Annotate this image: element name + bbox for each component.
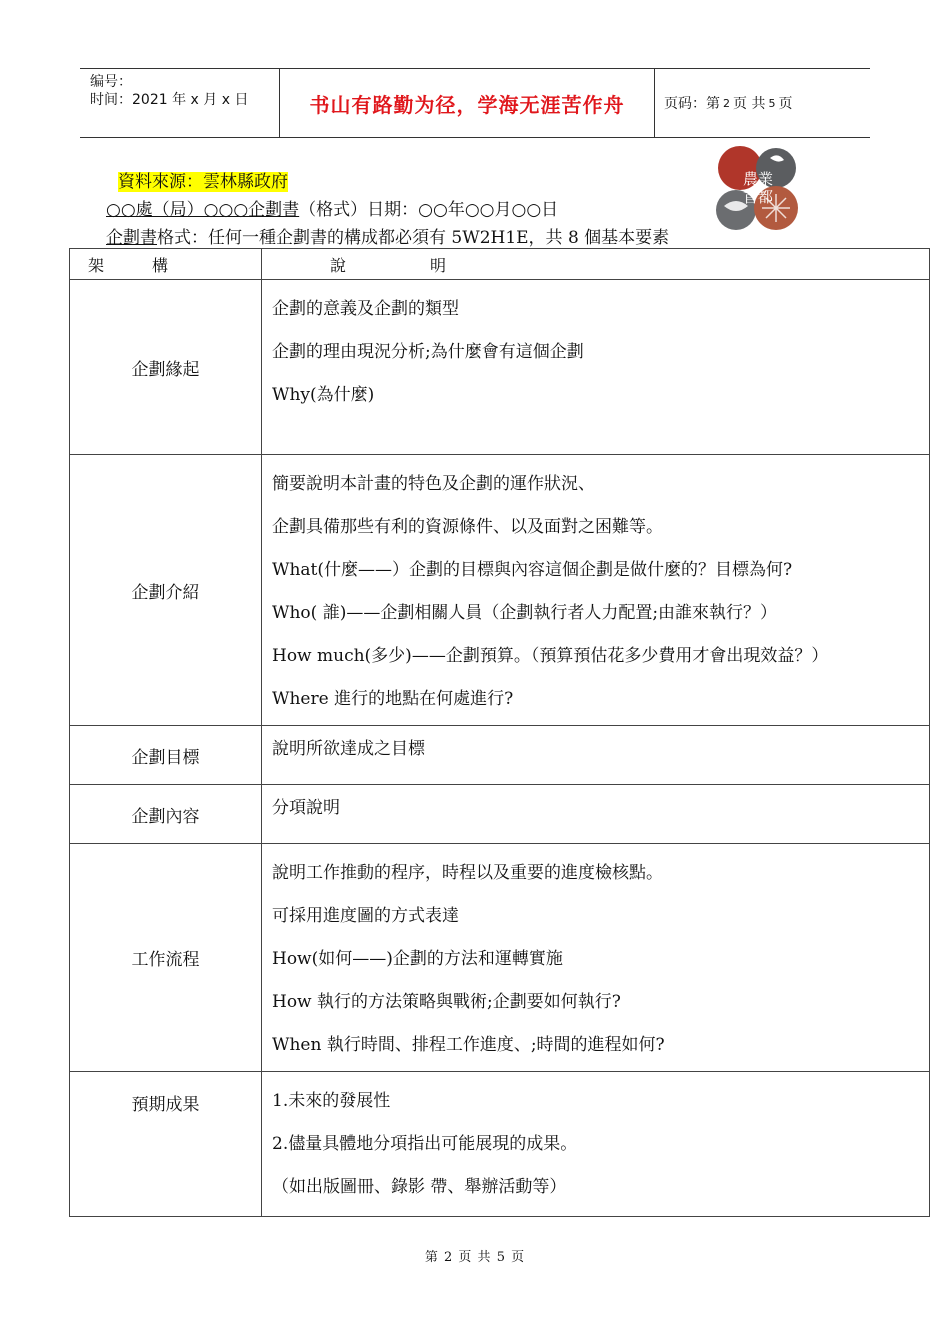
footer-mid: 页 共 [458, 1250, 492, 1265]
source-line [118, 167, 288, 192]
plan-format-rest: 格式：任何一種企劃書的構成都必須有 5W2H1E，共 8 個基本要素 [157, 228, 670, 248]
description-line: How 執行的方法策略與戰術;企劃要如何執行? [272, 992, 621, 1012]
header-structure-b: 構 [152, 255, 169, 275]
page-total: 5 [768, 96, 776, 110]
description-line: Who( 誰)——企劃相關人員（企劃執行者人力配置;由誰來執行？） [272, 603, 778, 623]
description-line: 說明工作推動的程序，時程以及重要的進度檢核點。 [272, 863, 663, 883]
description-line: 說明所欲達成之目標 [272, 739, 425, 759]
header-motto: 书山有路勤为径，学海无涯苦作舟 [280, 69, 655, 137]
table-header-row [70, 249, 930, 280]
description-line: 企劃的理由現況分析;為什麼會有這個企劃 [272, 342, 584, 362]
footer-suffix: 页 [511, 1250, 526, 1265]
description-line: What(什麼——）企劃的目標與內容這個企劃是做什麼的？目標為何? [272, 560, 793, 580]
table-row [70, 785, 930, 844]
footer-prefix: 第 [424, 1250, 439, 1265]
logo-text-top: 農業 [742, 170, 774, 188]
row-title: 預期成果 [70, 1072, 262, 1217]
description-line: 企劃的意義及企劃的類型 [272, 299, 459, 319]
page-suffix: 页 [778, 96, 793, 112]
table-row [70, 844, 930, 1072]
page-current: 2 [723, 96, 730, 110]
agriculture-capital-logo [714, 144, 800, 234]
plan-format-underlined: 企劃書 [106, 228, 157, 248]
page-footer [0, 1246, 950, 1265]
table-row [70, 726, 930, 785]
row-title: 企劃目標 [70, 726, 262, 785]
description-line: Why(為什麼) [272, 385, 375, 405]
document-header [80, 68, 870, 138]
table-row [70, 1072, 930, 1217]
description-line: （如出版圖冊、錄影 帶、舉辦活動等） [272, 1177, 567, 1197]
logo-text-bottom: 首都 [742, 188, 774, 206]
description-line: 2.儘量具體地分項指出可能展現的成果。 [272, 1134, 578, 1154]
source-highlight: 資料來源：雲林縣政府 [118, 172, 288, 192]
description-line: 簡要說明本計畫的特色及企劃的運作狀況、 [272, 474, 595, 494]
header-description-b: 明 [430, 255, 447, 275]
row-title: 企劃內容 [70, 785, 262, 844]
description-line: 1.未來的發展性 [272, 1091, 391, 1111]
header-structure-a: 架 [88, 255, 105, 275]
row-description [262, 726, 930, 785]
row-title: 企劃介紹 [70, 455, 262, 726]
header-page-number [654, 69, 870, 137]
description-line: 企劃具備那些有利的資源條件、以及面對之困難等。 [272, 517, 663, 537]
description-line: How much(多少)——企劃預算。（預算預估花多少費用才會出現效益？） [272, 646, 829, 666]
header-meta [80, 69, 280, 137]
plan-title-underlined: ○○處（局）○○○企劃書 [106, 200, 300, 220]
row-title: 工作流程 [70, 844, 262, 1072]
description-line: How(如何——)企劃的方法和運轉實施 [272, 949, 563, 969]
footer-current: 2 [444, 1250, 454, 1265]
row-description [262, 455, 930, 726]
description-line: Where 進行的地點在何處進行? [272, 689, 514, 709]
description-line: 可採用進度圖的方式表達 [272, 906, 459, 926]
time-label: 时间：2021 年 x 月 x 日 [90, 92, 249, 108]
description-line: When 執行時間、排程工作進度、;時間的進程如何? [272, 1035, 665, 1055]
row-description [262, 844, 930, 1072]
header-description-a: 說 [330, 255, 347, 275]
description-line: 分項說明 [272, 798, 340, 818]
plan-title-line [106, 195, 558, 220]
plan-title-rest: （格式）日期：○○年○○月○○日 [299, 200, 559, 220]
plan-structure-table [69, 248, 930, 1217]
table-row [70, 280, 930, 455]
header-structure [70, 249, 262, 280]
page-prefix: 页码：第 [664, 96, 720, 112]
table-row [70, 455, 930, 726]
row-title: 企劃緣起 [70, 280, 262, 455]
footer-total: 5 [496, 1250, 506, 1265]
page-mid: 页 共 [733, 96, 766, 112]
row-description [262, 1072, 930, 1217]
row-description [262, 785, 930, 844]
header-description [262, 249, 930, 280]
serial-label: 编号： [90, 74, 132, 90]
plan-format-line [106, 223, 669, 248]
row-description [262, 280, 930, 455]
